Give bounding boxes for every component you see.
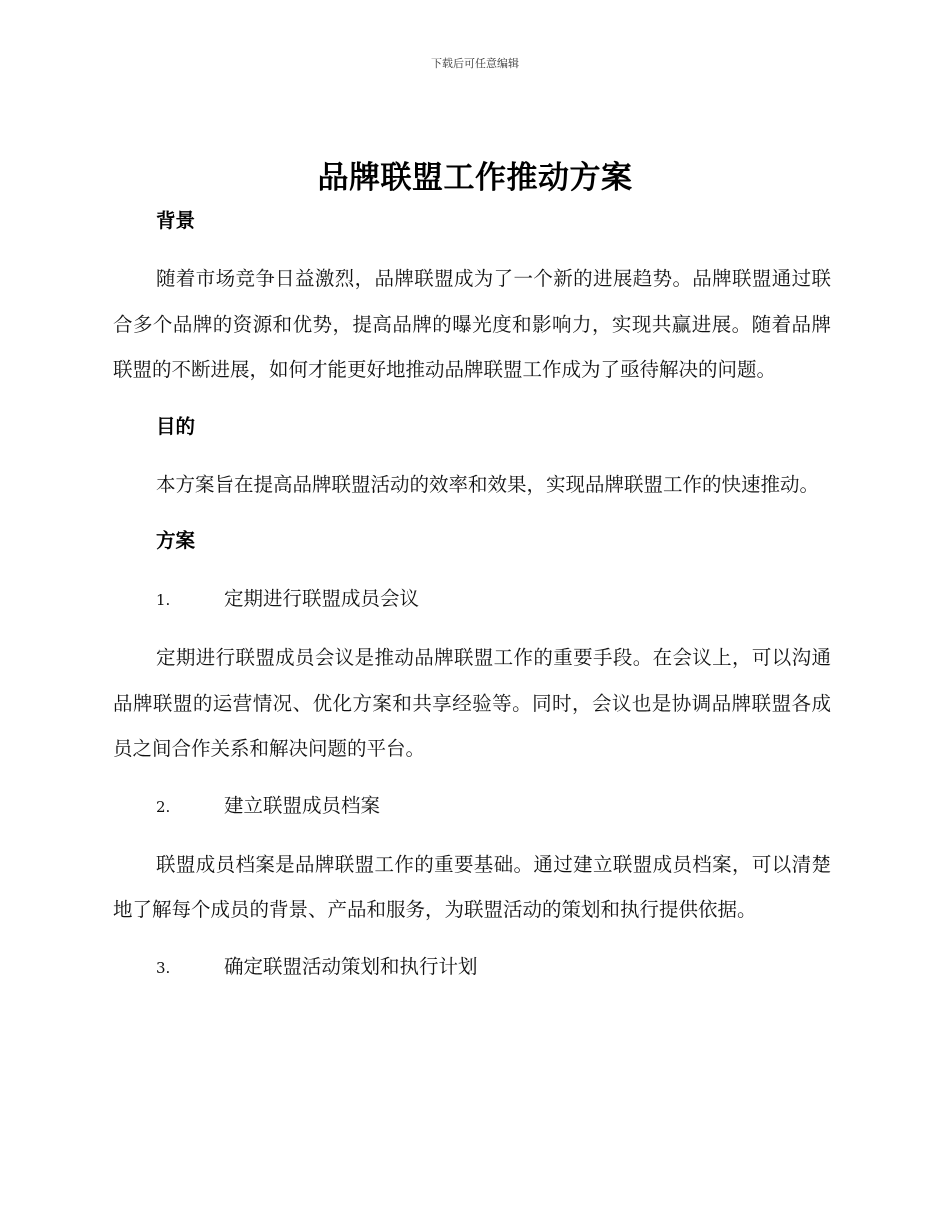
- list-title: 确定联盟活动策划和执行计划: [224, 954, 478, 978]
- list-title: 建立联盟成员档案: [224, 793, 381, 817]
- document-body: [113, 198, 831, 991]
- plan-item-3: [113, 944, 831, 991]
- plan-item-2: [113, 783, 831, 830]
- section-heading-background: 背景: [156, 209, 196, 232]
- list-title: 定期进行联盟成员会议: [224, 587, 420, 610]
- list-number: 1.: [156, 591, 171, 609]
- list-number: 2.: [156, 797, 171, 816]
- document-title: 品牌联盟工作推动方案: [317, 160, 633, 196]
- header-note: 下载后可任意编辑: [431, 57, 519, 70]
- section-heading-plan: 方案: [156, 529, 196, 552]
- plan-item-2-paragraph: 联盟成员档案是品牌联盟工作的重要基础。通过建立联盟成员档案，可以清楚地了解每个成员的背景、产品和服务，为联盟活动的策划和执行提供依据。: [113, 852, 831, 921]
- list-number: 3.: [156, 958, 171, 977]
- purpose-paragraph: 本方案旨在提高品牌联盟活动的效率和效果，实现品牌联盟工作的快速推动。: [156, 472, 820, 496]
- section-heading-purpose: 目的: [156, 414, 196, 438]
- background-paragraph: 随着市场竞争日益激烈，品牌联盟成为了一个新的进展趋势。品牌联盟通过联合多个品牌的资源和优势，提高品牌的曝光度和影响力，实现共赢进展。随着品牌联盟的不断进展，如何才能更好地推动品牌联盟工作成为了亟待解决的问题。: [113, 267, 831, 381]
- plan-item-1: [113, 576, 831, 623]
- plan-item-1-paragraph: 定期进行联盟成员会议是推动品牌联盟工作的重要手段。在会议上，可以沟通品牌联盟的运营情况、优化方案和共享经验等。同时，会议也是协调品牌联盟各成员之间合作关系和解决问题的平台。: [113, 646, 831, 760]
